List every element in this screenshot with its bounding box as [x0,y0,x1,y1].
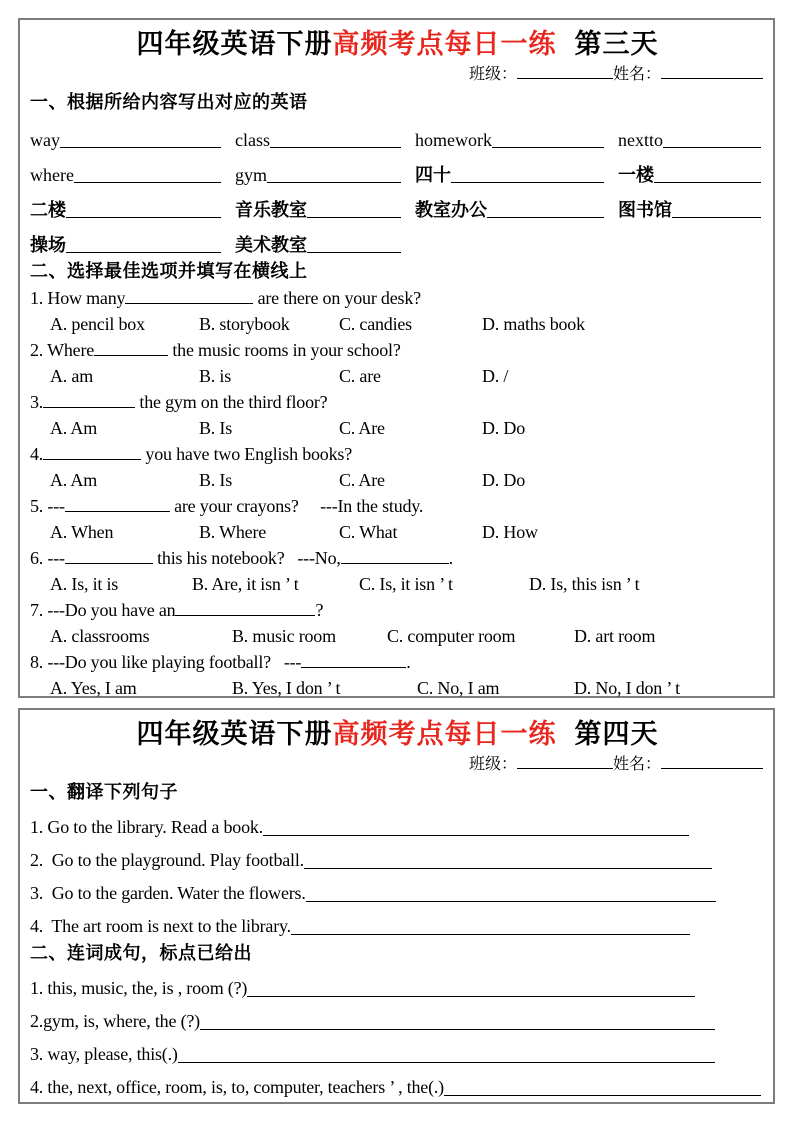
write-blank [267,182,401,183]
vocab-item: gym [235,151,415,186]
question-stem: 1. How many are there on your desk? [30,288,421,308]
option-a: A. When [50,522,114,542]
option-b: B. Yes, I don ’ t [232,678,341,698]
name-label: 姓名： [612,756,661,773]
worksheet-title [30,26,765,62]
section2-heading: 二、连词成句，标点已给出 [30,943,252,963]
option-c: C. candies [339,314,412,334]
answer-blank [65,498,170,512]
write-line [247,996,695,997]
worksheet-title [30,716,765,752]
write-line [178,1062,715,1063]
translation-item: 2. Go to the playground. Play football. [30,839,765,872]
question-stem: 8. ---Do you like playing football? --- . [30,652,411,672]
title-day: 第四天 [574,719,659,749]
option-c: C. Are [339,470,385,490]
rearrange-item: 4. the, next, office, room, is, to, computer, teachers ’ , the(.) [30,1066,765,1099]
vocab-item: 音乐教室 [235,186,415,221]
option-d: D. Do [482,418,525,438]
option-d: D. How [482,522,538,542]
class-name-line [30,62,765,87]
class-blank [517,754,613,769]
name-blank [661,64,763,79]
question-stem: 2. Where the music rooms in your school? [30,340,401,360]
option-b: B. is [199,366,232,386]
option-c: C. computer room [387,626,516,646]
option-a: A. Am [50,418,98,438]
option-c: C. Are [339,418,385,438]
write-line [263,835,689,836]
answer-blank [94,342,168,356]
question-options [30,623,765,649]
option-b: B. storybook [199,314,290,334]
title-highlight: 高频考点每日一练 [332,29,557,59]
vocab-row [30,151,765,186]
option-d: D. No, I don ’ t [574,678,680,698]
question-stem: 7. ---Do you have an ? [30,600,324,620]
option-b: B. Is [199,418,233,438]
write-blank [663,147,761,148]
question-options [30,415,765,441]
write-line [306,901,716,902]
answer-blank [125,290,253,304]
option-c: C. are [339,366,381,386]
name-blank [661,754,763,769]
answer-blank [43,446,141,460]
translation-item: 4. The art room is next to the library. [30,905,765,938]
question-options [30,519,765,545]
worksheet-day4 [18,708,775,1104]
section2-heading: 二、选择最佳选项并填写在横线上 [30,261,308,281]
vocab-row [30,221,765,256]
section1-heading: 一、根据所给内容写出对应的英语 [30,92,308,112]
option-d: D. / [482,366,509,386]
write-blank [492,147,604,148]
class-label: 班级： [468,756,517,773]
answer-blank [43,394,135,408]
write-blank [74,182,221,183]
vocab-item: nextto [618,116,765,151]
option-c: C. Is, it isn ’ t [359,574,453,594]
translation-item: 3. Go to the garden. Water the flowers. [30,872,765,905]
title-prefix: 四年级英语下册 [136,29,333,59]
vocab-item: way [30,116,235,151]
worksheet-day3 [18,18,775,698]
question-options [30,363,765,389]
option-b: B. Are, it isn ’ t [192,574,299,594]
write-blank [672,217,761,218]
vocab-row [30,116,765,151]
vocab-item: 美术教室 [235,221,415,256]
write-line [304,868,712,869]
answer-blank [301,654,406,668]
option-c: C. No, I am [417,678,500,698]
write-blank [451,182,604,183]
write-line [444,1095,761,1096]
class-blank [517,64,613,79]
vocab-item: 四十 [415,151,618,186]
answer-blank [175,602,315,616]
vocab-item: class [235,116,415,151]
option-a: A. Yes, I am [50,678,137,698]
title-day: 第三天 [574,29,659,59]
vocab-item: 一楼 [618,151,765,186]
vocab-item: 教室办公 [415,186,618,221]
write-blank [66,252,221,253]
option-b: B. music room [232,626,336,646]
vocab-item: 图书馆 [618,186,765,221]
question-options [30,467,765,493]
rearrange-item: 3. way, please, this(.) [30,1033,765,1066]
title-highlight: 高频考点每日一练 [332,719,557,749]
option-b: B. Where [199,522,267,542]
question-options [30,571,765,597]
option-d: D. Is, this isn ’ t [529,574,640,594]
rearrange-item: 2.gym, is, where, the (?) [30,1000,765,1033]
answer-blank [65,550,153,564]
write-line [200,1029,715,1030]
vocab-item: homework [415,116,618,151]
vocab-item: 二楼 [30,186,235,221]
question-stem: 3. the gym on the third floor? [30,392,328,412]
name-label: 姓名： [612,66,661,83]
vocab-row [30,186,765,221]
translation-item: 1. Go to the library. Read a book. [30,806,765,839]
write-line [291,934,690,935]
option-d: D. maths book [482,314,585,334]
write-blank [307,252,401,253]
write-blank [66,217,221,218]
write-blank [487,217,604,218]
vocab-item: 操场 [30,221,235,256]
question-stem: 6. --- this his notebook? ---No, . [30,548,453,568]
option-a: A. classrooms [50,626,150,646]
answer-blank [341,550,449,564]
write-blank [307,217,401,218]
title-prefix: 四年级英语下册 [136,719,333,749]
question-stem: 4. you have two English books? [30,444,352,464]
question-options [30,311,765,337]
class-name-line [30,752,765,777]
vocab-item: where [30,151,235,186]
option-c: C. What [339,522,398,542]
option-b: B. Is [199,470,233,490]
question-stem: 5. --- are your crayons? ---In the study. [30,496,424,516]
option-d: D. Do [482,470,525,490]
class-label: 班级： [468,66,517,83]
option-a: A. Am [50,470,98,490]
question-options [30,675,765,701]
option-a: A. pencil box [50,314,145,334]
write-blank [270,147,401,148]
option-a: A. am [50,366,93,386]
write-blank [60,147,221,148]
section1-heading: 一、翻译下列句子 [30,782,178,802]
option-a: A. Is, it is [50,574,119,594]
write-blank [654,182,761,183]
rearrange-item: 1. this, music, the, is , room (?) [30,967,765,1000]
option-d: D. art room [574,626,656,646]
